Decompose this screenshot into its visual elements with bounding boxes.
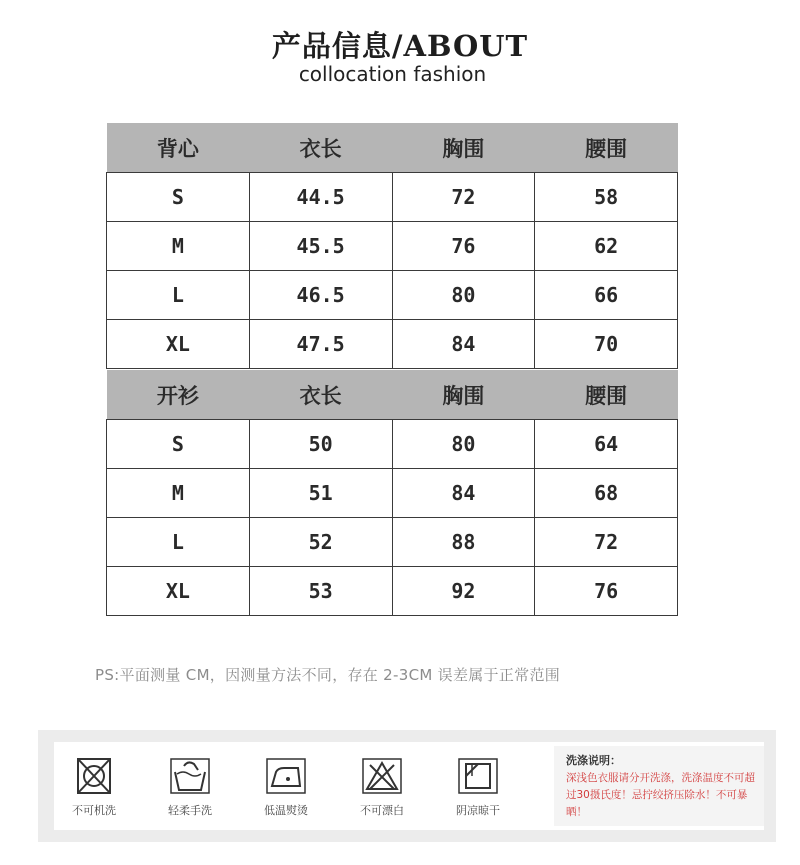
size-cell: S bbox=[107, 173, 250, 222]
waist-cell: 66 bbox=[535, 271, 678, 320]
length-cell: 47.5 bbox=[249, 320, 392, 369]
size-table-cardigan bbox=[106, 370, 678, 616]
size-cell: XL bbox=[107, 320, 250, 369]
care-item-no-machine-wash bbox=[54, 756, 134, 818]
table-row bbox=[107, 271, 678, 320]
page-title: 产品信息/ABOUT bbox=[271, 29, 529, 63]
care-item-label: 不可机洗 bbox=[72, 804, 116, 817]
care-instructions bbox=[554, 746, 764, 826]
table-row bbox=[107, 518, 678, 567]
size-cell: S bbox=[107, 420, 250, 469]
length-cell: 44.5 bbox=[249, 173, 392, 222]
no-machine-wash-icon bbox=[72, 756, 116, 796]
header-cell: 腰围 bbox=[535, 370, 678, 420]
size-cell: M bbox=[107, 222, 250, 271]
care-item-shade-dry bbox=[438, 756, 518, 818]
care-icons bbox=[54, 742, 550, 830]
page-subtitle: collocation fashion bbox=[298, 62, 487, 86]
length-cell: 45.5 bbox=[249, 222, 392, 271]
waist-cell: 62 bbox=[535, 222, 678, 271]
size-cell: M bbox=[107, 469, 250, 518]
header-cell: 胸围 bbox=[392, 123, 535, 173]
header-cell: 胸围 bbox=[392, 370, 535, 420]
chest-cell: 92 bbox=[392, 567, 535, 616]
waist-cell: 70 bbox=[535, 320, 678, 369]
length-cell: 50 bbox=[249, 420, 392, 469]
shade-dry-icon bbox=[456, 756, 500, 796]
care-panel bbox=[38, 730, 776, 842]
care-item-label: 低温熨烫 bbox=[264, 804, 308, 817]
care-item-label: 不可漂白 bbox=[360, 804, 404, 817]
chest-cell: 72 bbox=[392, 173, 535, 222]
waist-cell: 64 bbox=[535, 420, 678, 469]
care-item-low-iron bbox=[246, 756, 326, 818]
table-row bbox=[107, 567, 678, 616]
size-table-vest bbox=[106, 123, 678, 369]
chest-cell: 76 bbox=[392, 222, 535, 271]
waist-cell: 68 bbox=[535, 469, 678, 518]
chest-cell: 80 bbox=[392, 271, 535, 320]
table-row bbox=[107, 469, 678, 518]
size-cell: XL bbox=[107, 567, 250, 616]
care-item-label: 轻柔手洗 bbox=[168, 804, 212, 817]
low-iron-icon bbox=[264, 756, 308, 796]
header-cell: 开衫 bbox=[107, 370, 250, 420]
size-cell: L bbox=[107, 518, 250, 567]
no-bleach-icon bbox=[360, 756, 404, 796]
chest-cell: 84 bbox=[392, 469, 535, 518]
length-cell: 52 bbox=[249, 518, 392, 567]
care-instructions-text: 深浅色衣服请分开洗涤，洗涤温度不可超过30摄氏度！忌拧绞挤压除水！不可暴晒！ bbox=[566, 772, 755, 818]
waist-cell: 58 bbox=[535, 173, 678, 222]
table-header-row bbox=[107, 370, 678, 420]
table-row bbox=[107, 320, 678, 369]
table-row bbox=[107, 420, 678, 469]
care-panel-inner bbox=[54, 742, 764, 830]
waist-cell: 76 bbox=[535, 567, 678, 616]
length-cell: 53 bbox=[249, 567, 392, 616]
header-cell: 腰围 bbox=[535, 123, 678, 173]
table-row bbox=[107, 173, 678, 222]
hand-wash-icon bbox=[168, 756, 212, 796]
header-cell: 衣长 bbox=[249, 370, 392, 420]
care-item-label: 阴凉晾干 bbox=[456, 804, 500, 817]
length-cell: 51 bbox=[249, 469, 392, 518]
measurement-note: PS:平面测量 CM，因测量方法不同，存在 2-3CM 误差属于正常范围 bbox=[95, 666, 561, 684]
chest-cell: 84 bbox=[392, 320, 535, 369]
chest-cell: 88 bbox=[392, 518, 535, 567]
header-cell: 背心 bbox=[107, 123, 250, 173]
size-cell: L bbox=[107, 271, 250, 320]
header-cell: 衣长 bbox=[249, 123, 392, 173]
table-row bbox=[107, 222, 678, 271]
care-instructions-title: 洗涤说明： bbox=[566, 754, 621, 767]
chest-cell: 80 bbox=[392, 420, 535, 469]
length-cell: 46.5 bbox=[249, 271, 392, 320]
waist-cell: 72 bbox=[535, 518, 678, 567]
care-item-no-bleach bbox=[342, 756, 422, 818]
care-item-hand-wash bbox=[150, 756, 230, 818]
table-header-row bbox=[107, 123, 678, 173]
